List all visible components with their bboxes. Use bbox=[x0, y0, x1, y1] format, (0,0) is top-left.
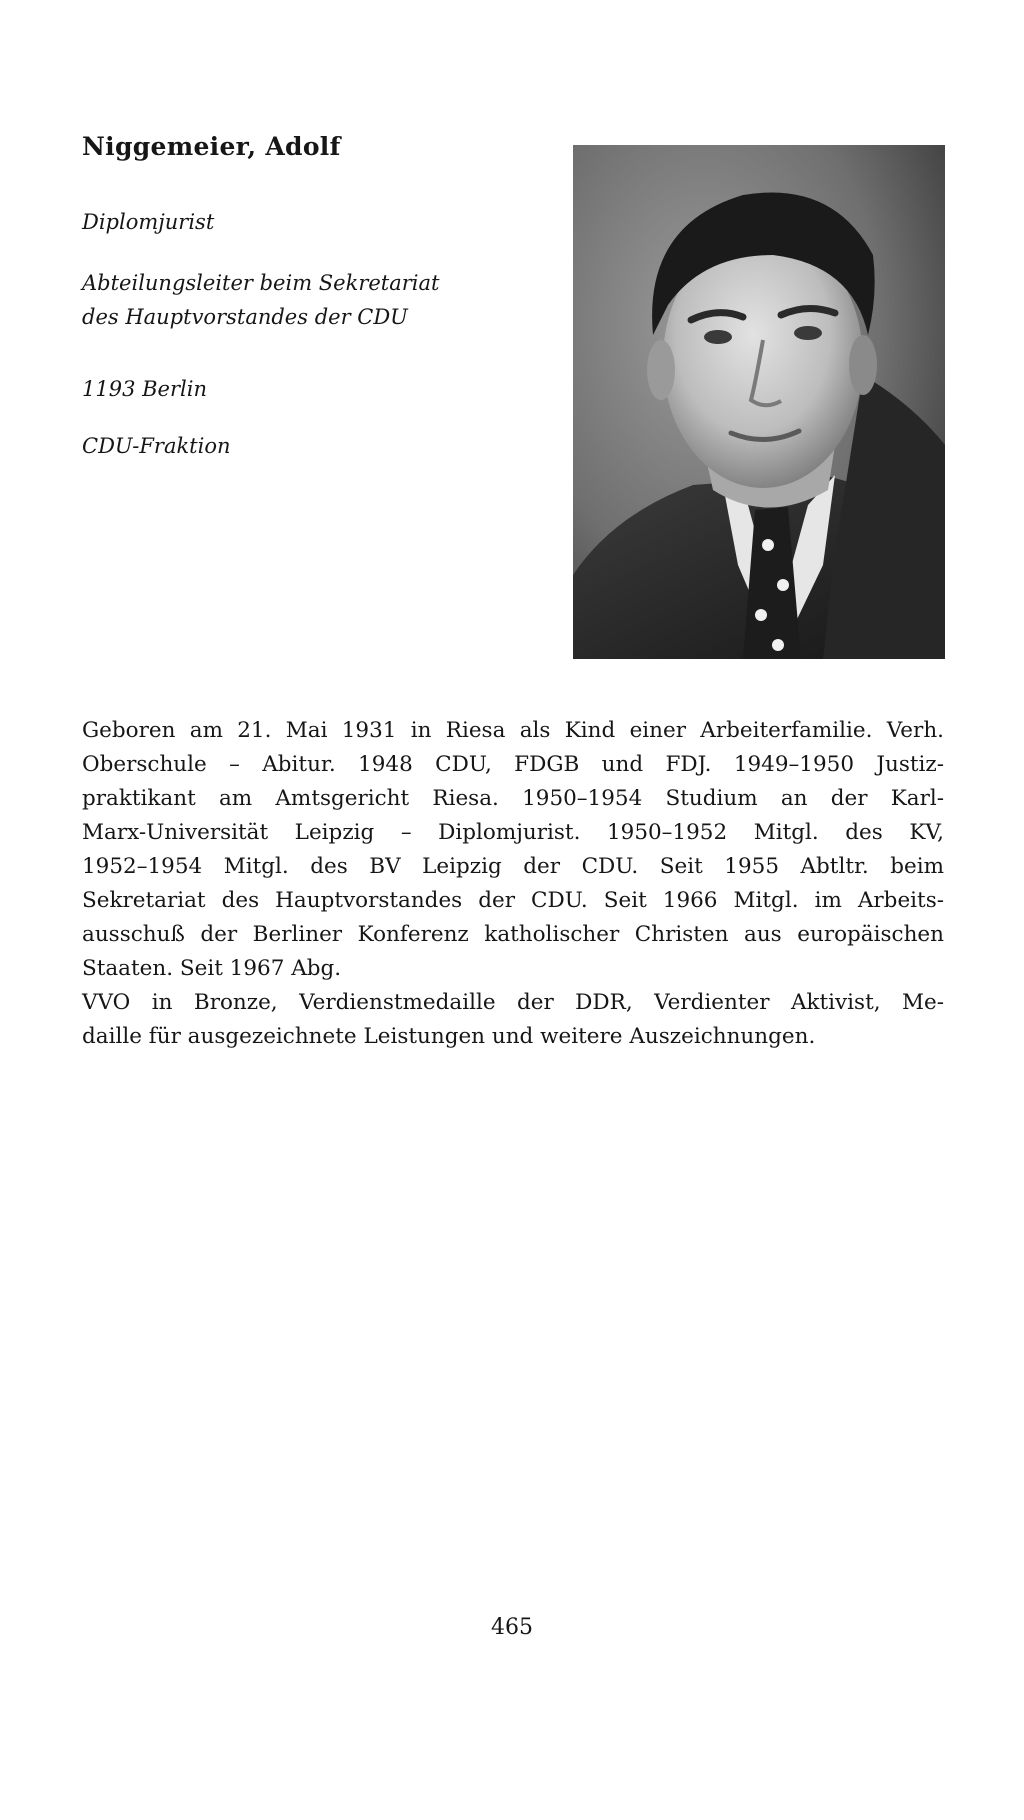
biography-line: Geboren am 21. Mai 1931 in Riesa als Kind einer Arbeiterfamilie. Verh. bbox=[82, 718, 944, 743]
person-profession bbox=[82, 205, 214, 239]
portrait-photo bbox=[573, 145, 945, 659]
biography-line: VVO in Bronze, Verdienstmedaille der DDR, Verdienter Aktivist, Me- bbox=[82, 990, 944, 1015]
biography-line: ausschuß der Berliner Konferenz katholischer Christen aus europäischen bbox=[82, 922, 944, 947]
biography-line: Marx-Universität Leipzig – Diplomjurist. 1950–1952 Mitgl. des KV, bbox=[82, 820, 944, 845]
profession-text: Diplomjurist bbox=[82, 210, 215, 234]
portrait-illustration bbox=[573, 145, 945, 659]
biography-line: daille für ausgezeichnete Leistungen und weitere Auszeichnungen. bbox=[82, 1024, 816, 1049]
position-line: des Hauptvorstandes der CDU bbox=[82, 305, 408, 329]
page-number: 465 bbox=[491, 1615, 533, 1640]
biography-line: Oberschule – Abitur. 1948 CDU, FDGB und FDJ. 1949–1950 Justiz- bbox=[82, 752, 944, 777]
location-text: 1193 Berlin bbox=[82, 377, 207, 401]
person-position bbox=[82, 266, 439, 334]
person-location bbox=[82, 372, 207, 406]
faction-text: CDU-Fraktion bbox=[82, 434, 231, 458]
person-faction bbox=[82, 429, 231, 463]
position-line: Abteilungsleiter beim Sekretariat bbox=[82, 271, 440, 295]
biography-line: Sekretariat des Hauptvorstandes der CDU. Seit 1966 Mitgl. im Arbeits- bbox=[82, 888, 944, 913]
biography-line: Staaten. Seit 1967 Abg. bbox=[82, 956, 342, 981]
biography-text bbox=[82, 714, 944, 1054]
person-name: Niggemeier, Adolf bbox=[82, 132, 341, 161]
biography-line: praktikant am Amtsgericht Riesa. 1950–1954 Studium an der Karl- bbox=[82, 786, 944, 811]
biography-line: 1952–1954 Mitgl. des BV Leipzig der CDU. Seit 1955 Abtltr. beim bbox=[82, 854, 944, 879]
